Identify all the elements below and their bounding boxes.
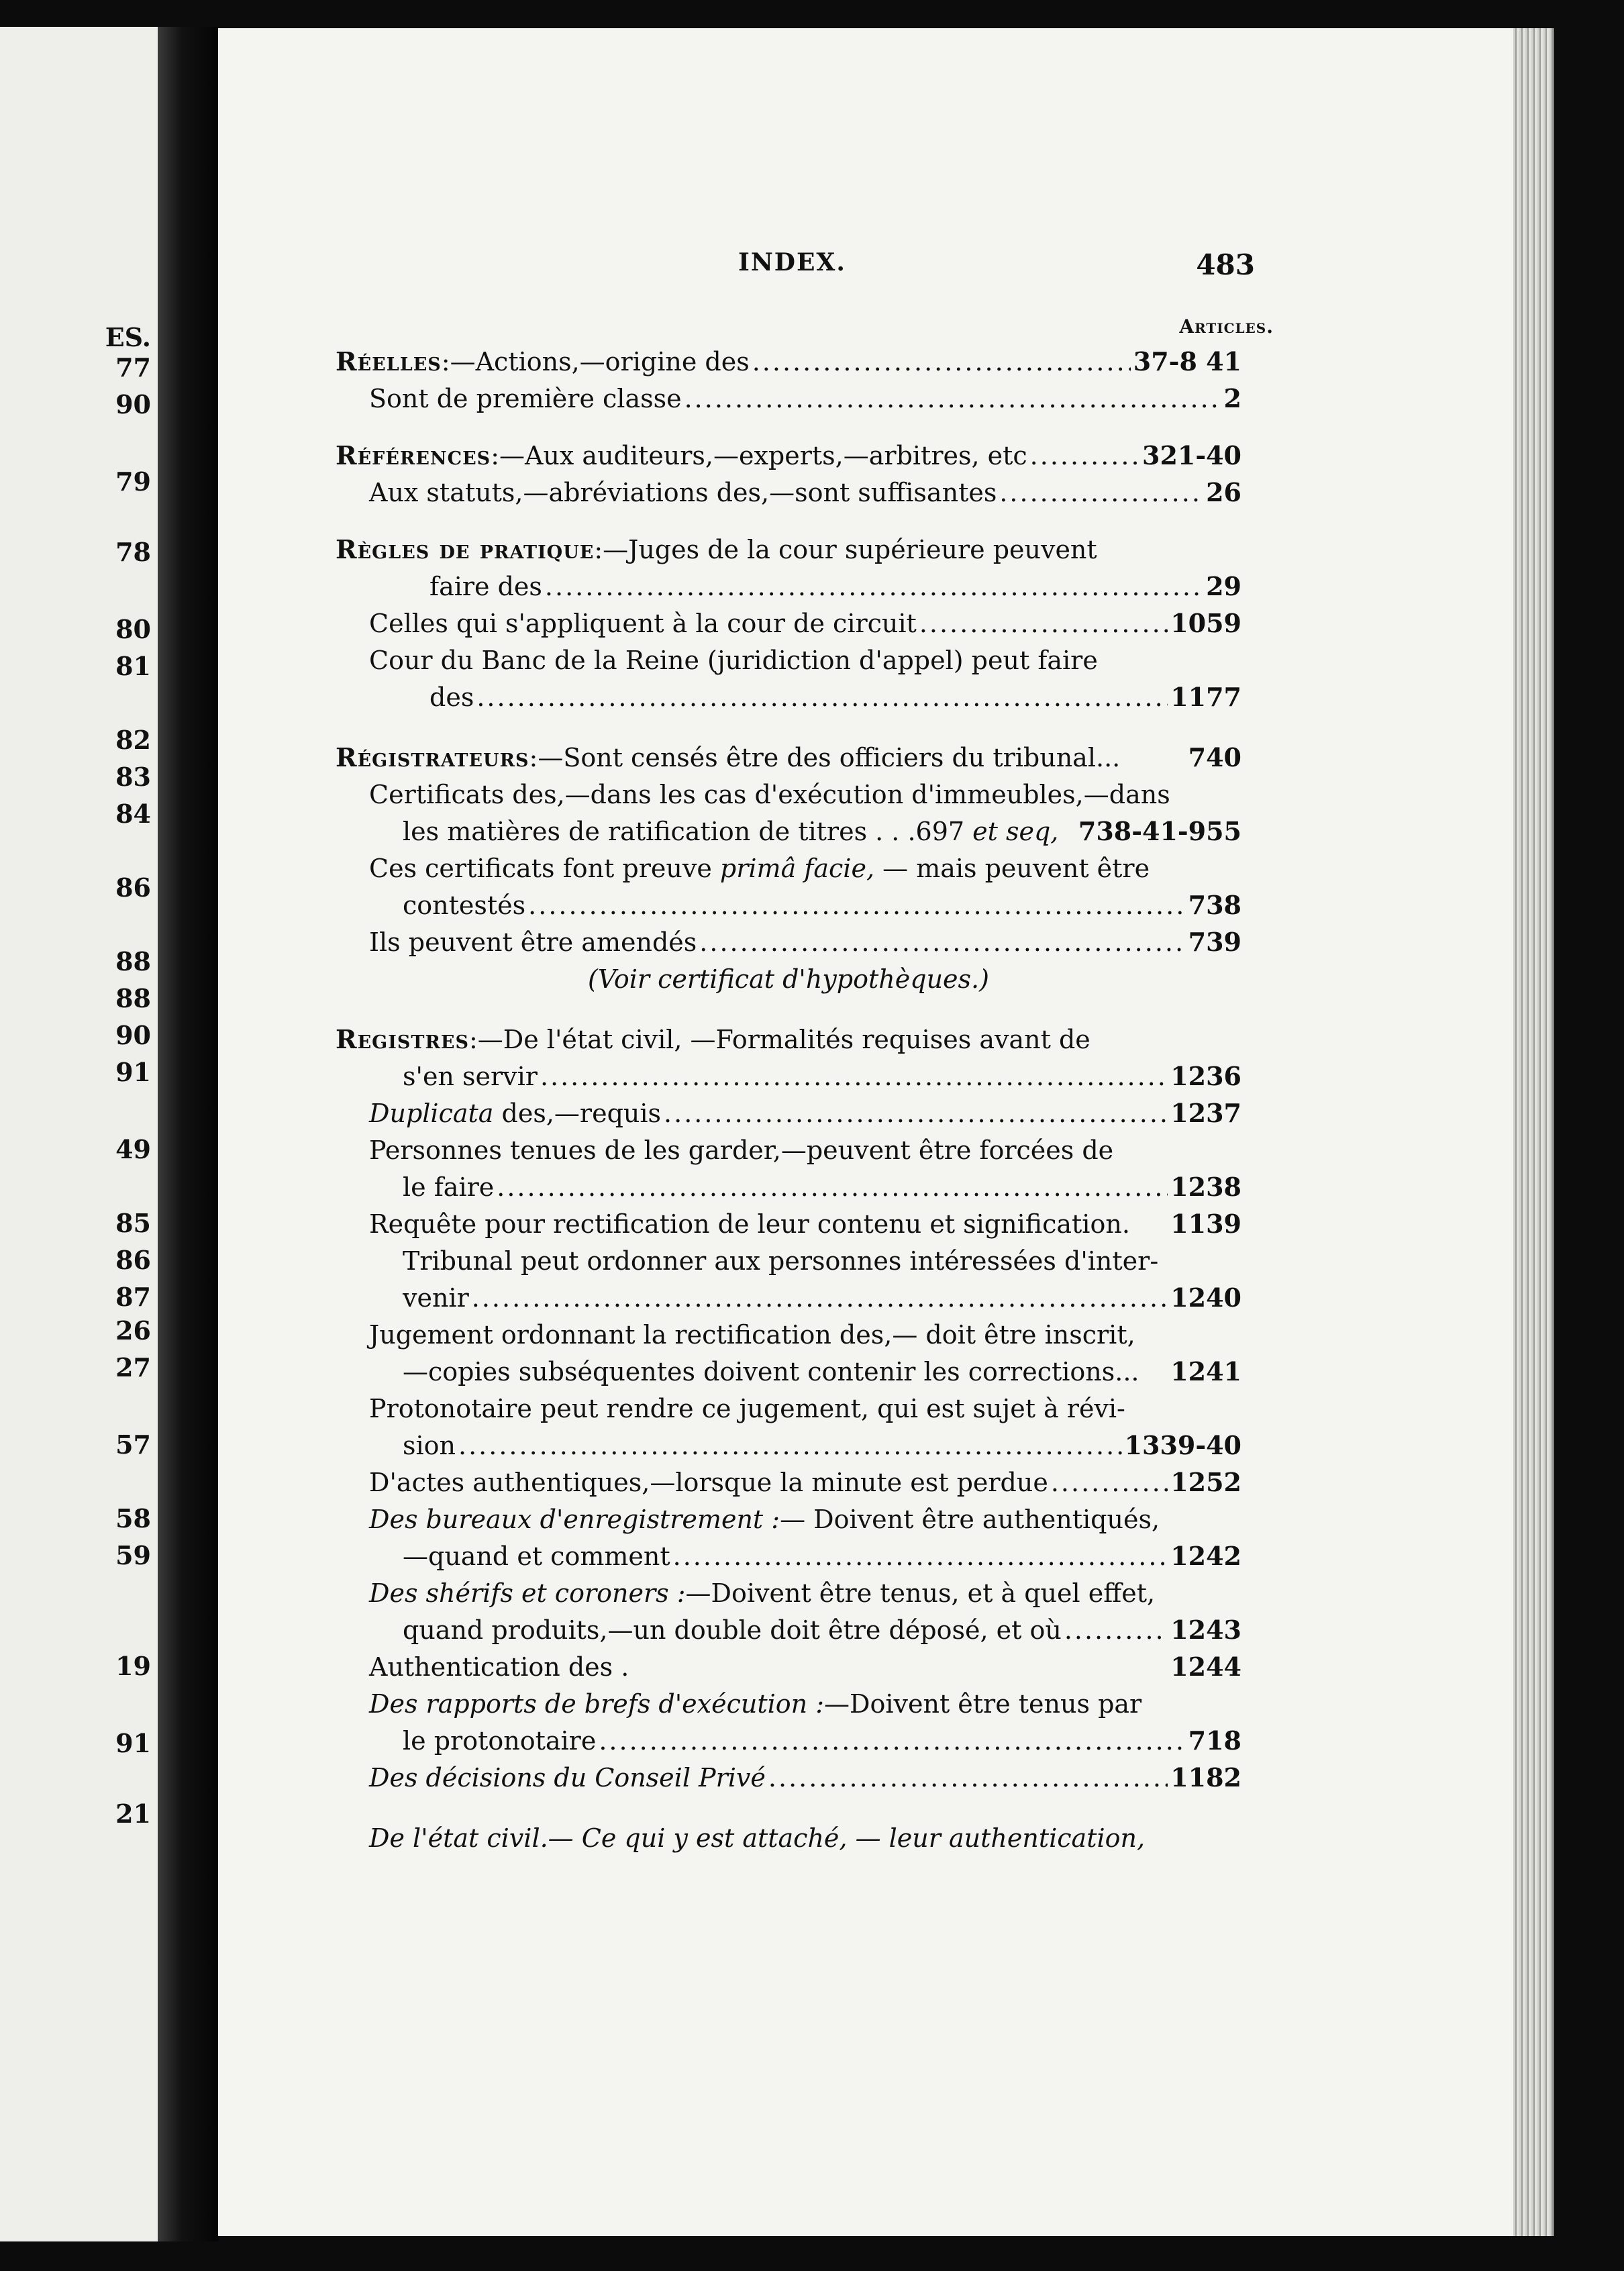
index-subentry <box>403 1541 1241 1571</box>
entry-text: les matières de ratification de titres . . .697 <box>403 817 965 846</box>
page-number: 483 <box>1196 248 1255 281</box>
entry-text: s'en servir <box>403 1062 538 1091</box>
entry-text: le faire <box>403 1172 495 1202</box>
article-number: 1244 <box>1170 1652 1241 1682</box>
article-number: 1238 <box>1170 1172 1241 1202</box>
leader-dots <box>684 386 1221 411</box>
entry-text: —copies subséquentes doivent contenir les corrections... <box>403 1357 1139 1386</box>
facing-page-fragment: ES. <box>105 322 151 352</box>
index-subentry <box>369 1580 1241 1606</box>
entry-text: — Doivent être authentiqués, <box>780 1505 1160 1534</box>
entry-text: :—Juges de la cour supérieure peuvent <box>594 535 1097 564</box>
index-subentry <box>369 608 1241 638</box>
leader-dots <box>528 893 1186 918</box>
facing-page-fragment: 21 <box>115 1799 151 1829</box>
facing-page-fragment: 26 <box>115 1315 151 1346</box>
facing-page-fragment: 88 <box>115 983 151 1013</box>
article-number: 1177 <box>1170 682 1241 712</box>
entry-heading: Réelles <box>336 346 442 376</box>
entry-text-italic: Des bureaux d'enregistrement : <box>369 1505 780 1534</box>
index-subentry <box>369 477 1241 507</box>
leader-dots <box>1064 1617 1168 1643</box>
entry-text: Tribunal peut ordonner aux personnes intéressées d'inter- <box>403 1246 1159 1276</box>
entry-text: quand produits,—un double doit être déposé, et où <box>403 1615 1062 1645</box>
facing-page-fragment: 27 <box>115 1352 151 1382</box>
article-number: 321-40 <box>1142 440 1241 470</box>
entry-text-italic: Des shérifs et coroners : <box>369 1578 686 1608</box>
article-number: 1240 <box>1170 1282 1241 1313</box>
facing-page-fragment: 79 <box>115 466 151 497</box>
entry-text: des <box>429 683 474 712</box>
article-number: 740 <box>1188 742 1241 772</box>
article-number: 1243 <box>1170 1615 1241 1645</box>
facing-page-fragment: 88 <box>115 946 151 976</box>
index-entry <box>336 1024 1241 1054</box>
entry-text-italic: (Voir certificat d'hypothèques.) <box>588 964 989 994</box>
book-binding <box>158 27 218 2241</box>
index-subentry <box>429 571 1241 601</box>
index-subentry <box>403 1617 1241 1643</box>
facing-page-fragment: 80 <box>115 614 151 644</box>
leader-dots <box>699 929 1185 955</box>
facing-page-fragment: 58 <box>115 1503 151 1533</box>
entry-text-italic: De l'état civil.— Ce qui y est attaché, — leur authentication, <box>369 1823 1146 1853</box>
entry-text: Jugement ordonnant la rectification des,— doit être inscrit, <box>369 1320 1135 1350</box>
entry-text: Aux statuts,—abréviations des,—sont suffisantes <box>369 478 997 507</box>
leader-dots <box>1030 443 1139 468</box>
entry-heading: Régistrateurs <box>336 742 529 772</box>
entry-text: des,—requis <box>493 1099 662 1128</box>
entry-text: le protonotaire <box>403 1726 597 1756</box>
index-subentry <box>369 1322 1241 1348</box>
leader-dots <box>458 1433 1122 1458</box>
leader-dots <box>497 1174 1168 1200</box>
entry-text: Personnes tenues de les garder,—peuvent être forcées de <box>369 1136 1114 1165</box>
leader-dots <box>472 1285 1168 1311</box>
index-subentry <box>403 890 1241 920</box>
article-number: 718 <box>1188 1725 1241 1756</box>
index-subentry <box>403 1174 1241 1200</box>
facing-page <box>0 27 158 2241</box>
facing-page-fragment: 84 <box>115 799 151 829</box>
leader-dots <box>919 611 1168 636</box>
article-number: 1339-40 <box>1124 1430 1241 1460</box>
index-entry <box>336 534 1241 564</box>
facing-page-fragment: 91 <box>115 1728 151 1758</box>
entry-text: —Doivent être tenus, et à quel effet, <box>685 1578 1156 1608</box>
index-subentry <box>403 1248 1241 1274</box>
entry-text: Certificats des,—dans les cas d'exécution d'immeubles,—dans <box>369 780 1170 809</box>
index-entry <box>336 742 1241 772</box>
page-edges <box>1513 28 1554 2236</box>
leader-dots <box>599 1728 1185 1754</box>
index-subentry <box>403 1430 1241 1460</box>
entry-text: Cour du Banc de la Reine (juridiction d'appel) peut faire <box>369 646 1098 675</box>
entry-text: —Doivent être tenus par <box>824 1689 1142 1719</box>
facing-page-fragment: 86 <box>115 1245 151 1275</box>
article-number: 1236 <box>1170 1061 1241 1091</box>
index-subentry <box>403 1061 1241 1091</box>
leader-dots <box>673 1544 1168 1569</box>
facing-page-fragment: 49 <box>115 1134 151 1164</box>
index-subentry <box>369 1762 1241 1793</box>
index-subentry <box>369 856 1241 881</box>
entry-heading: Références <box>336 440 491 470</box>
entry-heading: Règles de pratique <box>336 534 595 564</box>
entry-text: Sont de première classe <box>369 384 682 413</box>
article-number: 37-8 41 <box>1133 346 1241 376</box>
entry-text: Celles qui s'appliquent à la cour de circuit <box>369 609 917 638</box>
index-subentry <box>369 929 1241 955</box>
entry-text: Protonotaire peut rendre ce jugement, qui est sujet à révi- <box>369 1394 1125 1423</box>
running-title: INDEX. <box>738 248 846 276</box>
entry-text-italic: Des décisions du Conseil Privé <box>369 1763 766 1793</box>
index-subentry <box>369 1654 1241 1680</box>
leader-dots <box>476 685 1168 710</box>
index-entry <box>336 346 1241 376</box>
facing-page-fragment: 90 <box>115 1020 151 1050</box>
article-number: 738 <box>1188 890 1241 920</box>
leader-dots <box>768 1765 1168 1790</box>
entry-text: Ils peuvent être amendés <box>369 927 697 957</box>
entry-text: Authentication des . <box>369 1652 629 1682</box>
facing-page-fragment: 59 <box>115 1540 151 1570</box>
facing-page-fragment: 19 <box>115 1651 151 1681</box>
article-number: 29 <box>1206 571 1241 601</box>
index-subentry <box>369 1467 1241 1497</box>
facing-page-fragment: 78 <box>115 537 151 567</box>
index-subentry <box>369 648 1241 673</box>
entry-text: — mais peuvent être <box>874 854 1150 883</box>
article-number: 1059 <box>1170 608 1241 638</box>
column-label: Articles. <box>1179 315 1274 338</box>
facing-page-fragment: 90 <box>115 389 151 419</box>
article-number: 1242 <box>1170 1541 1241 1571</box>
article-number: 1237 <box>1170 1098 1241 1128</box>
facing-page-fragment: 87 <box>115 1282 151 1312</box>
leader-dots <box>545 574 1203 599</box>
index-subentry <box>369 782 1241 807</box>
index-entry <box>336 440 1241 470</box>
entry-text: D'actes authentiques,—lorsque la minute est perdue <box>369 1468 1048 1497</box>
facing-page-fragment: 86 <box>115 872 151 903</box>
article-number: 739 <box>1188 927 1241 957</box>
facing-page-fragment: 83 <box>115 762 151 792</box>
index-subentry <box>369 1098 1241 1128</box>
entry-text: Ces certificats font preuve <box>369 854 720 883</box>
leader-dots <box>999 480 1203 505</box>
leader-dots <box>1051 1470 1168 1495</box>
article-number: 738-41-955 <box>1078 816 1241 846</box>
entry-text: venir <box>403 1283 469 1313</box>
article-number: 1139 <box>1170 1209 1241 1239</box>
entry-text: Requête pour rectification de leur contenu et signification. <box>369 1209 1130 1239</box>
index-subentry <box>403 816 1241 846</box>
entry-text-italic: Des rapports de brefs d'exécution : <box>369 1689 825 1719</box>
entry-text: sion <box>403 1431 456 1460</box>
entry-text-italic: et seq, <box>964 817 1059 846</box>
facing-page-fragment: 77 <box>115 352 151 383</box>
facing-page-fragment: 82 <box>115 725 151 755</box>
index-subentry <box>429 682 1241 712</box>
index-subentry <box>403 1282 1241 1313</box>
facing-page-fragment: 85 <box>115 1208 151 1238</box>
facing-page-fragment: 81 <box>115 651 151 681</box>
entry-text: :—Aux auditeurs,—experts,—arbitres, etc <box>491 441 1027 470</box>
cross-reference <box>336 966 1241 992</box>
entry-text: :—De l'état civil, —Formalités requises avant de <box>468 1025 1090 1054</box>
entry-text-italic: Duplicata <box>369 1099 494 1128</box>
leader-dots <box>540 1064 1168 1089</box>
entry-text: —quand et comment <box>403 1542 670 1571</box>
entry-text: contestés <box>403 891 526 920</box>
facing-page-fragment: 91 <box>115 1057 151 1087</box>
article-number: 1252 <box>1170 1467 1241 1497</box>
index-subentry <box>369 383 1241 413</box>
index-subentry <box>403 1725 1241 1756</box>
facing-page-fragment: 57 <box>115 1429 151 1460</box>
index-subentry <box>369 1825 1241 1851</box>
article-number: 1182 <box>1170 1762 1241 1793</box>
index-subentry <box>369 1396 1241 1421</box>
leader-dots <box>752 349 1131 374</box>
entry-heading: Registres <box>336 1024 469 1054</box>
article-number: 1241 <box>1170 1356 1241 1386</box>
index-subentry <box>369 1211 1241 1237</box>
index-subentry <box>369 1138 1241 1163</box>
leader-dots <box>664 1101 1168 1126</box>
index-subentry <box>403 1356 1241 1386</box>
entry-text: :—Sont censés être des officiers du tribunal... <box>529 743 1121 772</box>
index-subentry <box>369 1691 1241 1717</box>
entry-text-italic: primâ facie, <box>719 854 875 883</box>
article-number: 26 <box>1206 477 1241 507</box>
entry-text: faire des <box>429 572 542 601</box>
article-number: 2 <box>1223 383 1241 413</box>
entry-text: :—Actions,—origine des <box>441 347 750 376</box>
index-subentry <box>369 1507 1241 1532</box>
